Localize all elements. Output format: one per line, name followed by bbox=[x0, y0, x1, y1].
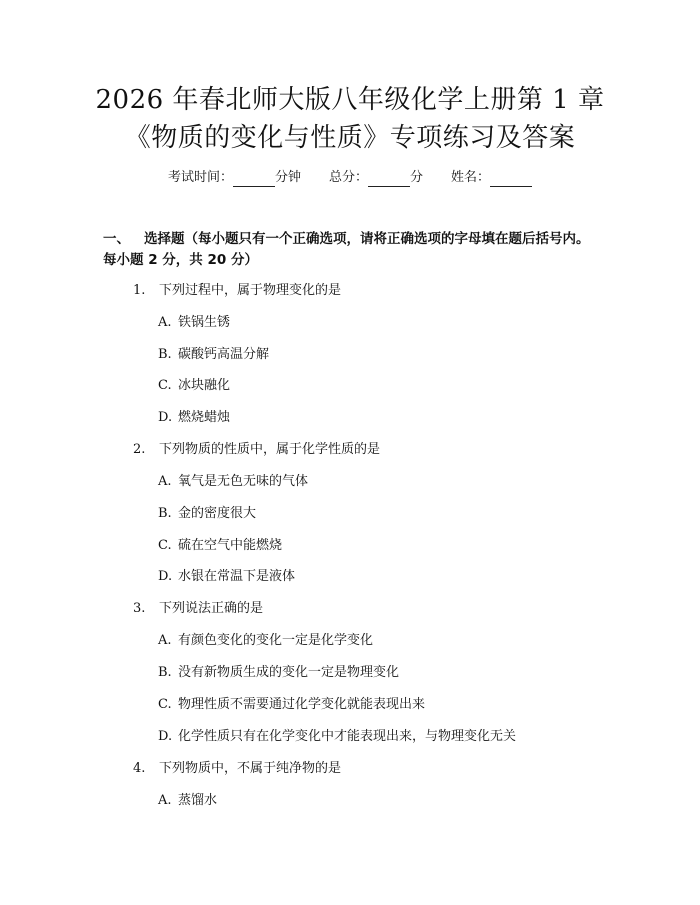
option-letter: D. bbox=[158, 410, 173, 425]
option-text: 铁锅生锈 bbox=[178, 315, 231, 330]
option-text: 氧气是无色无味的气体 bbox=[178, 474, 309, 489]
option-4a[interactable] bbox=[158, 792, 217, 810]
option-2c[interactable] bbox=[158, 537, 282, 555]
score-label: 总分： bbox=[328, 170, 368, 185]
score-field bbox=[329, 169, 423, 187]
option-letter: C. bbox=[158, 538, 172, 553]
question-1 bbox=[133, 282, 341, 300]
question-text: 下列说法正确的是 bbox=[159, 601, 264, 616]
question-number: 4. bbox=[133, 761, 146, 776]
option-letter: A. bbox=[158, 315, 172, 330]
score-blank[interactable] bbox=[368, 172, 410, 187]
option-letter: A. bbox=[158, 633, 172, 648]
question-number: 2. bbox=[133, 442, 146, 457]
exam-meta-row bbox=[0, 169, 700, 187]
option-letter: B. bbox=[158, 347, 172, 362]
section-heading bbox=[103, 229, 623, 271]
question-number: 3. bbox=[133, 601, 146, 616]
option-2a[interactable] bbox=[158, 473, 308, 491]
option-letter: D. bbox=[158, 729, 173, 744]
option-text: 金的密度很大 bbox=[178, 506, 257, 521]
question-number: 1. bbox=[133, 283, 146, 298]
option-text: 没有新物质生成的变化一定是物理变化 bbox=[178, 665, 400, 680]
section-instructions: 选择题（每小题只有一个正确选项，请将正确选项的字母填在题后括号内。 bbox=[144, 231, 590, 247]
option-text: 冰块融化 bbox=[178, 378, 231, 393]
name-label: 姓名： bbox=[451, 170, 491, 185]
option-3d[interactable] bbox=[158, 728, 516, 746]
name-field bbox=[451, 169, 532, 187]
option-text: 蒸馏水 bbox=[178, 793, 218, 808]
option-2b[interactable] bbox=[158, 505, 256, 523]
option-1d[interactable] bbox=[158, 409, 230, 427]
score-unit: 分 bbox=[410, 170, 424, 185]
option-letter: A. bbox=[158, 474, 172, 489]
option-letter: A. bbox=[158, 793, 172, 808]
option-letter: B. bbox=[158, 506, 172, 521]
option-letter: C. bbox=[158, 697, 172, 712]
question-3 bbox=[133, 600, 263, 618]
question-text: 下列过程中，属于物理变化的是 bbox=[159, 283, 342, 298]
option-1b[interactable] bbox=[158, 346, 269, 364]
option-2d[interactable] bbox=[158, 568, 295, 586]
option-text: 硫在空气中能燃烧 bbox=[178, 538, 283, 553]
section-heading-line-1 bbox=[103, 229, 623, 250]
option-text: 水银在常温下是液体 bbox=[178, 569, 296, 584]
document-title-line-2: 《物质的变化与性质》专项练习及答案 bbox=[124, 123, 576, 153]
option-1c[interactable] bbox=[158, 377, 230, 395]
name-blank[interactable] bbox=[490, 172, 532, 187]
option-letter: C. bbox=[158, 378, 172, 393]
option-letter: B. bbox=[158, 665, 172, 680]
question-text: 下列物质的性质中，属于化学性质的是 bbox=[159, 442, 381, 457]
option-text: 有颜色变化的变化一定是化学变化 bbox=[178, 633, 374, 648]
question-text: 下列物质中，不属于纯净物的是 bbox=[159, 761, 342, 776]
question-2 bbox=[133, 441, 380, 459]
time-blank[interactable] bbox=[233, 172, 275, 187]
option-3a[interactable] bbox=[158, 632, 373, 650]
option-3b[interactable] bbox=[158, 664, 399, 682]
option-text: 碳酸钙高温分解 bbox=[178, 347, 270, 362]
section-heading-line-2: 每小题 2 分，共 20 分） bbox=[103, 252, 258, 268]
time-unit: 分钟 bbox=[274, 170, 301, 185]
option-letter: D. bbox=[158, 569, 173, 584]
option-3c[interactable] bbox=[158, 696, 425, 714]
section-number: 一、 bbox=[103, 231, 130, 247]
time-field bbox=[168, 169, 301, 187]
question-4 bbox=[133, 760, 341, 778]
option-text: 燃烧蜡烛 bbox=[178, 410, 231, 425]
option-text: 物理性质不需要通过化学变化就能表现出来 bbox=[178, 697, 426, 712]
option-1a[interactable] bbox=[158, 314, 230, 332]
document-title-line-1: 2026 年春北师大版八年级化学上册第 1 章 bbox=[95, 85, 605, 115]
option-text: 化学性质只有在化学变化中才能表现出来，与物理变化无关 bbox=[178, 729, 517, 744]
time-label: 考试时间： bbox=[167, 170, 233, 185]
